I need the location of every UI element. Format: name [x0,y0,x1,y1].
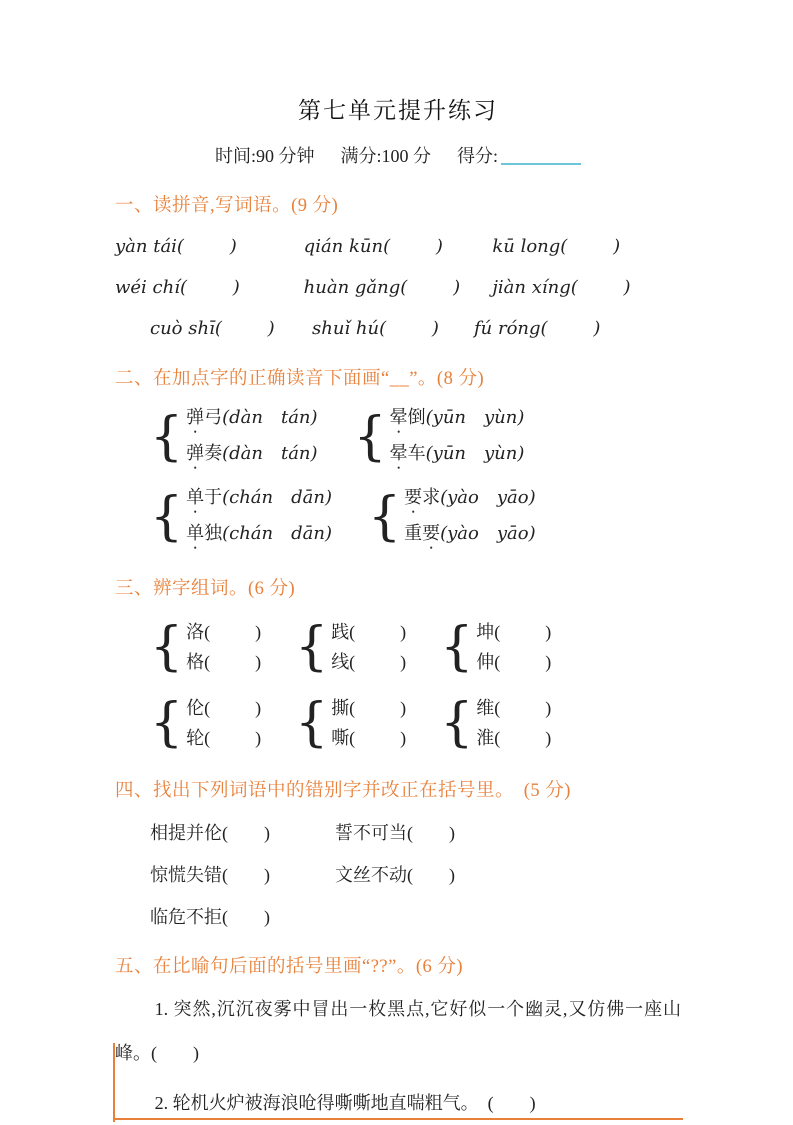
pinyin-item: kū long( ) [492,236,621,257]
pronunciation-group [150,481,332,553]
hanzi-dotted: 弹 [186,443,205,463]
hanzi-dotted: 单 [186,487,205,507]
hanzi-dotted: 晕 [389,443,408,463]
char-blank-line: 维( ) [476,698,552,718]
pronunciation-group [368,481,536,553]
char-blank-line: 线( ) [331,652,407,672]
typo-word-item: 文丝不动( ) [335,865,455,885]
brace-icon: { [353,407,387,467]
char-blank-line: 淮( ) [476,728,552,748]
pinyin-row-1 [115,233,681,261]
char-pair [476,617,551,677]
brace-icon: { [440,617,474,677]
char-pair [331,617,406,677]
section5-heading: 五、在比喻句后面的括号里画“??”。(6 分) [115,957,464,977]
word-option-line [390,401,525,437]
char-blank-line: 轮( ) [186,728,262,748]
char-group [150,615,261,679]
meta-full-score: 满分:100 分 [340,146,431,166]
word-option-line [404,481,536,517]
pinyin-options: (yào yāo) [440,523,536,544]
hanzi-plain: 倒 [407,407,426,427]
word-option-line [390,437,525,473]
section2-heading: 二、在加点字的正确读音下面画“__”。(8 分) [115,369,485,389]
brace-icon: { [150,487,184,547]
pinyin-item: cuò shī( ) [150,318,275,339]
hanzi-dotted: 要 [422,523,441,543]
pinyin-item: fú róng( ) [474,318,601,339]
char-group-row-1 [150,615,681,679]
typo-word-item: 惊慌失错( ) [150,865,270,885]
hanzi-plain: 车 [407,443,426,463]
typo-word-row-2 [150,861,681,889]
pinyin-item: shuǐ hú( ) [312,318,439,339]
section1-heading: 一、读拼音,写词语。(9 分) [115,196,339,216]
hanzi-dotted: 弹 [186,407,205,427]
page-border-bottom [113,1118,683,1120]
hanzi-plain: 独 [204,523,223,543]
word-option-line [186,401,317,437]
char-blank-line: 格( ) [186,652,262,672]
pinyin-row-3 [150,315,681,343]
pronunciation-row-2 [150,481,681,553]
brace-icon: { [295,693,329,753]
pinyin-item: wéi chí( ) [115,277,240,298]
hanzi-plain: 求 [422,487,441,507]
typo-word-row-3 [150,903,681,931]
char-blank-line: 伦( ) [186,698,262,718]
pinyin-options: (yào yāo) [440,487,536,508]
pinyin-options: (yūn yùn) [425,443,525,464]
typo-word-item: 誓不可当( ) [335,823,455,843]
char-group [440,615,551,679]
char-group-row-2 [150,691,681,755]
brace-icon: { [150,617,184,677]
char-group [295,615,406,679]
pronunciation-row-1 [150,401,681,473]
brace-icon: { [150,693,184,753]
typo-word-row-1 [150,819,681,847]
pronunciation-group [150,401,318,473]
char-group [150,691,261,755]
char-blank-line: 践( ) [331,622,407,642]
metaphor-sentence-1: 1. 突然,沉沉夜雾中冒出一枚黑点,它好似一个幽灵,又仿佛一座山峰。( ) [115,999,681,1063]
char-blank-line: 坤( ) [476,622,552,642]
hanzi-dotted: 要 [404,487,423,507]
word-pair [390,401,525,473]
pronunciation-group [354,401,525,473]
brace-icon: { [295,617,329,677]
pinyin-item: yàn tái( ) [115,236,237,257]
char-group [440,691,551,755]
word-pair [186,481,332,553]
hanzi-plain: 于 [204,487,223,507]
hanzi-dotted: 晕 [389,407,408,427]
score-blank-line [501,163,581,165]
pinyin-item: jiàn xíng( ) [492,277,631,298]
hanzi-plain: 重 [404,523,423,543]
word-pair [186,401,317,473]
brace-icon: { [440,693,474,753]
brace-icon: { [150,407,184,467]
section3-heading: 三、辨字组词。(6 分) [115,579,296,599]
char-group [295,691,406,755]
char-blank-line: 撕( ) [331,698,407,718]
brace-icon: { [367,487,402,547]
word-option-line [404,517,536,553]
hanzi-dotted: 单 [186,523,205,543]
typo-word-item: 临危不拒( ) [150,907,270,927]
meta-score-label: 得分: [457,146,499,166]
char-pair [331,693,406,753]
pinyin-item: huàn gǎng( ) [303,277,461,298]
hanzi-plain: 弓 [204,407,223,427]
pinyin-options: (chán dān) [222,487,332,508]
typo-word-item: 相提并伦( ) [150,823,270,843]
section4-heading: 四、找出下列词语中的错别字并改正在括号里。 (5 分) [115,781,571,801]
pinyin-row-2 [115,274,681,302]
word-option-line [186,437,317,473]
char-blank-line: 洛( ) [186,622,262,642]
char-blank-line: 嘶( ) [331,728,407,748]
page-border-left [113,1043,115,1122]
word-option-line [186,481,332,517]
metaphor-sentence-2: 2. 轮机火炉被海浪呛得嘶嘶地直喘粗气。 ( ) [154,1093,536,1113]
char-pair [476,693,551,753]
meta-time: 时间:90 分钟 [214,146,315,166]
pinyin-item: qián kūn( ) [303,236,443,257]
pinyin-options: (dàn tán) [222,407,318,428]
exam-meta-line [115,142,681,170]
char-blank-line: 伸( ) [476,652,552,672]
pinyin-options: (chán dān) [222,523,332,544]
hanzi-plain: 奏 [204,443,223,463]
word-option-line [186,517,332,553]
pinyin-options: (dàn tán) [222,443,318,464]
char-pair [186,693,261,753]
word-pair [404,481,536,553]
char-pair [186,617,261,677]
pinyin-options: (yūn yùn) [425,407,525,428]
page-title: 第七单元提升练习 [298,98,498,123]
